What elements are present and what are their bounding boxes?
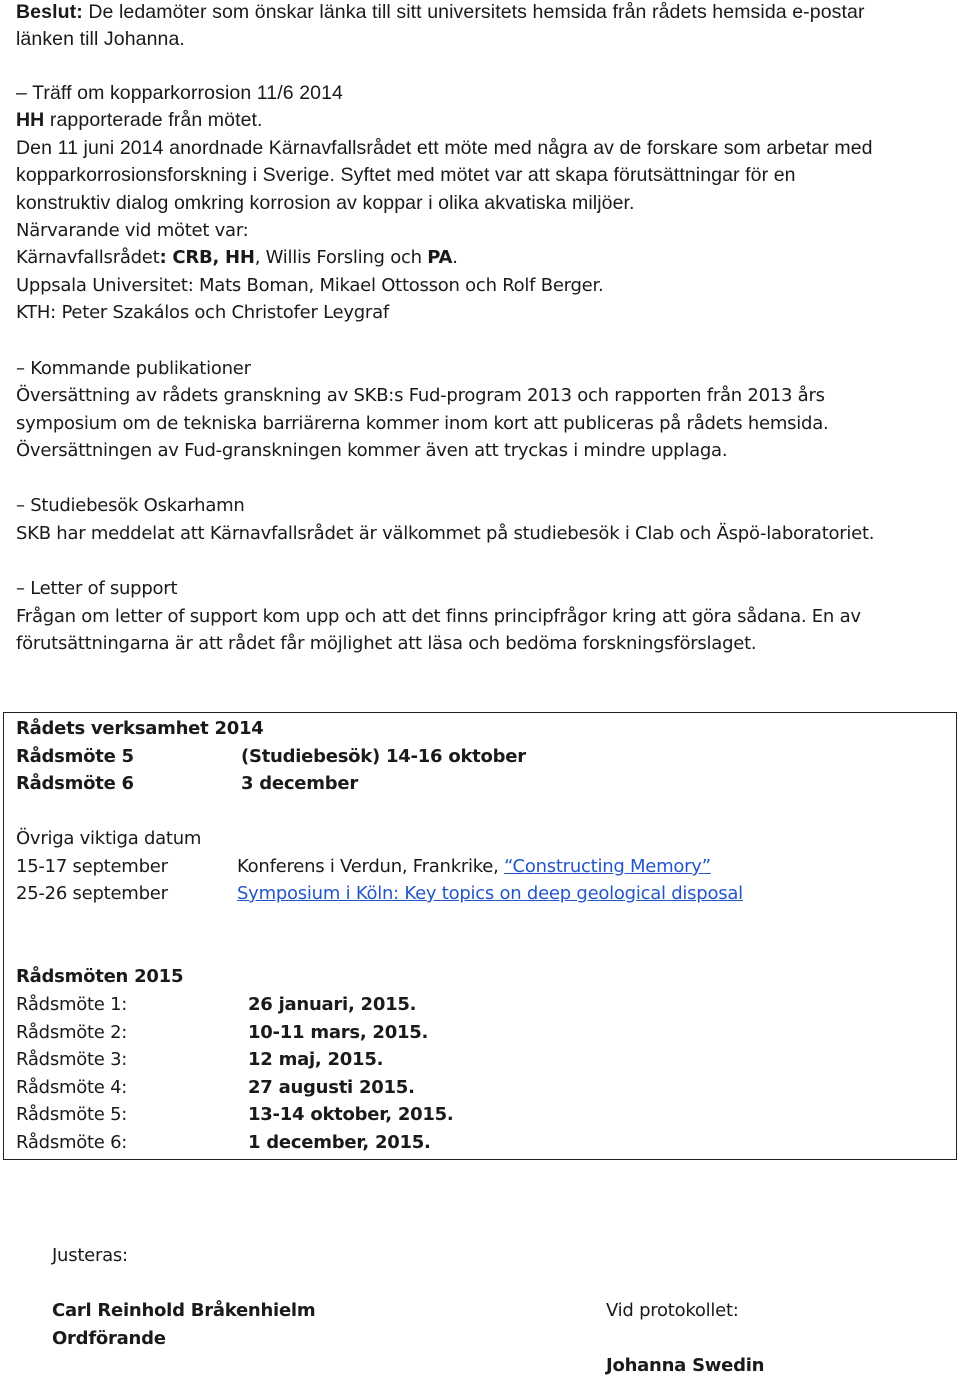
other-event [237, 882, 743, 906]
traff-kth: KTH: Peter Szakálos och Christofer Leygraf [16, 302, 389, 323]
meeting-2014-row [16, 772, 134, 796]
traff-p2 [16, 163, 796, 187]
studiebesok-line-1: SKB har meddelat att Kärnavfallsrådet är välkommet på studiebesök i Clab och Äspö-laboratoriet. [16, 523, 875, 544]
protocol-label: Vid protokollet: [606, 1300, 739, 1321]
box-title-text: Rådets verksamhet 2014 [16, 718, 264, 739]
meeting-2015-label: Rådsmöte 3: [16, 1049, 128, 1070]
traff-present-label: Närvarande vid mötet var: [16, 220, 249, 241]
other-date: 25-26 september [16, 883, 168, 904]
justeras-label: Justeras: [52, 1245, 128, 1266]
studiebesok-heading: – Studiebesök Oskarhamn [16, 495, 245, 516]
publikationer-line-3: Översättningen av Fud-granskningen kommer även att tryckas i mindre upplaga. [16, 440, 728, 461]
meeting-2015-label: Rådsmöte 1: [16, 994, 128, 1015]
box-title [16, 717, 264, 741]
meeting-2015-value [248, 1021, 428, 1045]
traff-kr-names: : CRB, HH [159, 247, 255, 268]
meeting-2015-value-text: 1 december, 2015. [248, 1132, 431, 1153]
schedule-box [3, 712, 957, 1160]
traff-hh-rest: rapporterade från mötet. [44, 109, 263, 131]
meeting-2014-label: Rådsmöte 5 [16, 746, 134, 767]
traff-kr-end: . [452, 247, 458, 268]
meeting-2015-value-text: 10-11 mars, 2015. [248, 1022, 429, 1043]
letter-line-1: Frågan om letter of support kom upp och att det finns principfrågor kring att göra sådana. En av [16, 606, 861, 627]
meeting-2015-value-text: 26 januari, 2015. [248, 994, 417, 1015]
protocol-name-text: Johanna Swedin [606, 1355, 765, 1376]
meetings-2015-title [16, 965, 183, 989]
chair-name [52, 1299, 315, 1323]
meeting-2015-value-text: 12 maj, 2015. [248, 1049, 384, 1070]
meeting-2014-row [16, 745, 134, 769]
meeting-2015-label: Rådsmöte 2: [16, 1022, 128, 1043]
meeting-2015-label: Rådsmöte 5: [16, 1104, 128, 1125]
chair-name-text: Carl Reinhold Bråkenhielm [52, 1300, 316, 1321]
constructing-memory-link[interactable]: “Constructing Memory” [504, 856, 711, 877]
meetings-2015-title-text: Rådsmöten 2015 [16, 966, 184, 987]
meeting-2014-label: Rådsmöte 6 [16, 773, 134, 794]
traff-p3: konstruktiv dialog omkring korrosion av koppar i olika akvatiska miljöer. [16, 192, 635, 214]
meeting-2015-value-text: 13-14 oktober, 2015. [248, 1104, 454, 1125]
publikationer-line-1: Översättning av rådets granskning av SKB:s Fud-program 2013 och rapporten från 2013 års [16, 385, 825, 406]
protocol-name [606, 1354, 764, 1378]
beslut-line-1 [16, 0, 865, 24]
meeting-2015-value-text: 27 augusti 2015. [248, 1077, 415, 1098]
meeting-2015-label: Rådsmöte 6: [16, 1132, 128, 1153]
meeting-2014-value [241, 745, 526, 769]
symposium-koln-link[interactable]: Symposium i Köln: Key topics on deep geological disposal [237, 883, 743, 904]
meeting-2014-value [241, 772, 358, 796]
beslut-text: De ledamöter som önskar länka till sitt universitets hemsida från rådets hemsida e-postar [88, 1, 865, 23]
beslut-line-2: länken till Johanna. [16, 28, 185, 50]
traff-p1: Den 11 juni 2014 anordnade Kärnavfallsrådet ett möte med några av de forskare som arbetar med [16, 137, 873, 159]
letter-heading: – Letter of support [16, 578, 178, 599]
traff-hh-line [16, 108, 263, 132]
meeting-2015-value [248, 993, 416, 1017]
meeting-2015-value [248, 1076, 415, 1100]
meeting-2015-value [248, 1048, 383, 1072]
traff-kr-label: Kärnavfallsrådet [16, 247, 160, 268]
beslut-label: Beslut: [16, 1, 83, 23]
meeting-2015-label: Rådsmöte 4: [16, 1077, 128, 1098]
meeting-2014-value-text: 3 december [241, 773, 358, 794]
other-event [237, 855, 711, 879]
publikationer-heading: – Kommande publikationer [16, 358, 251, 379]
traff-kr-pa: PA [427, 247, 453, 268]
meeting-2015-value [248, 1103, 454, 1127]
traff-kr-line [16, 246, 458, 270]
meeting-2015-value [248, 1131, 431, 1155]
traff-p2a: kopparkorrosionsforskning i Sverige. [16, 164, 335, 186]
traff-heading: – Träff om kopparkorrosion 11/6 2014 [16, 82, 343, 104]
chair-role-text: Ordförande [52, 1328, 166, 1349]
other-dates-title: Övriga viktiga datum [16, 828, 202, 849]
meeting-2014-value-text: (Studiebesök) 14-16 oktober [241, 746, 526, 767]
other-event-prefix: Konferens i Verdun, Frankrike, [237, 856, 505, 877]
traff-p2b: Syftet med mötet var att skapa förutsättningar för en [335, 164, 796, 186]
publikationer-line-2: symposium om de tekniska barriärerna kommer inom kort att publiceras på rådets hemsida. [16, 413, 829, 434]
traff-kr-sep: , Willis Forsling och [254, 247, 428, 268]
chair-role [52, 1327, 166, 1351]
letter-line-2: förutsättningarna är att rådet får möjlighet att läsa och bedöma forskningsförslaget. [16, 633, 757, 654]
traff-uu: Uppsala Universitet: Mats Boman, Mikael Ottosson och Rolf Berger. [16, 275, 604, 296]
traff-hh: HH [16, 109, 45, 131]
other-date: 15-17 september [16, 856, 168, 877]
